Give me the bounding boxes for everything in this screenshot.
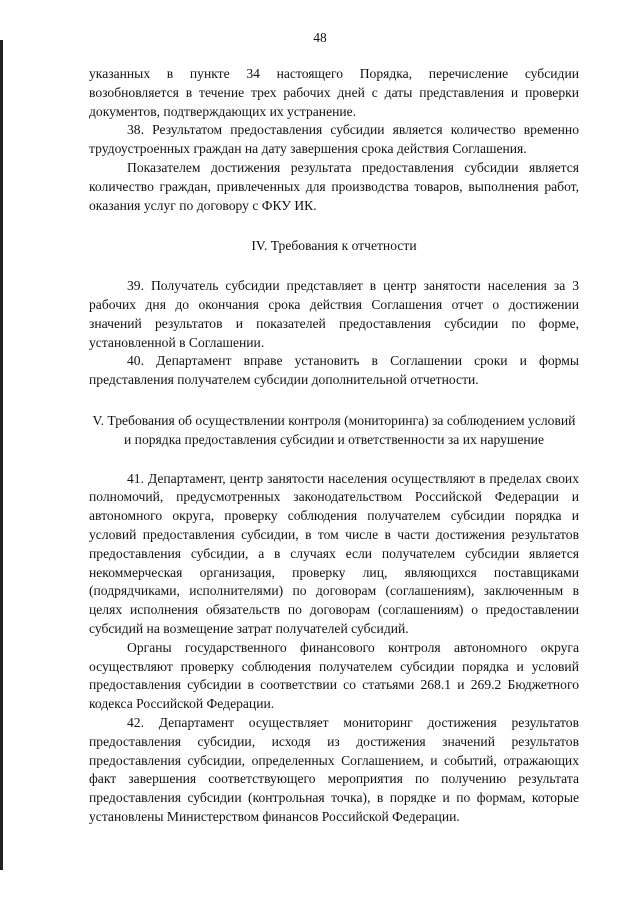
- paragraph-38: 38. Результатом предоставления субсидии является количество временно трудоустроенных граждан на дату завершения срока действия Соглашения.: [89, 122, 579, 157]
- paragraph-40: 40. Департамент вправе установить в Соглашении сроки и формы представления получателем субсидии дополнительной отчетности.: [89, 353, 579, 388]
- paragraph-indicator: Показателем достижения результата предоставления субсидии является количество граждан, привлеченных для производства товаров, выполнения работ, оказания услуг по договору с ФКУ ИК.: [89, 159, 579, 213]
- paragraph-continuation: указанных в пункте 34 настоящего Порядка, перечисление субсидии возобновляется в течение трех рабочих дней с даты представления и проверки документов, подтверждающих их устранение.: [89, 66, 579, 119]
- paragraph-41: 41. Департамент, центр занятости населения осуществляют в пределах своих полномочий, предусмотренных законодательством Российской Федерации и автономного округа, проверку соблюдения получателем субсидии порядка и условий предоставления субсидии, в том числе в части достижения результатов предоставления субсидии, а в случаях если получателем субсидии является некоммерческая организация, проверку лиц, являющихся поставщиками (подрядчиками, исполнителями) по договорам (соглашениям), заключенным в целях исполнения обязательств по договорам (соглашениям) о предоставлении субсидий на возмещение затрат получателей субсидий.: [89, 470, 579, 636]
- scan-edge-line: [0, 40, 3, 870]
- page-number: 48: [313, 30, 327, 45]
- paragraph-control-bodies: Органы государственного финансового контроля автономного округа осуществляют проверку соблюдения получателем субсидии порядка и условий предоставления субсидии в соответствии со статьями 268.1 и 269.2 Бюджетного кодекса Российской Федерации.: [89, 639, 579, 712]
- section-4-heading: IV. Требования к отчетности: [251, 238, 417, 254]
- paragraph-39: 39. Получатель субсидии представляет в центр занятости населения за 3 рабочих дня до окончания срока действия Соглашения отчет о достижении значений результатов и показателей предоставления субсидии по форме, установленной в Соглашении.: [89, 278, 579, 350]
- section-5-heading: V. Требования об осуществлении контроля (мониторинга) за соблюдением условий и порядка предоставления субсидии и ответственности за их нарушение: [92, 412, 576, 447]
- document-body: [89, 65, 579, 827]
- paragraph-42: 42. Департамент осуществляет мониторинг достижения результатов предоставления субсидии, исходя из достижения значений результатов предоставления субсидии, определенных Соглашением, и событий, отражающих факт завершения соответствующего мероприятия по получению результата предоставления субсидии (контрольная точка), в порядке и по формам, которые установлены Министерством финансов Российской Федерации.: [89, 714, 579, 824]
